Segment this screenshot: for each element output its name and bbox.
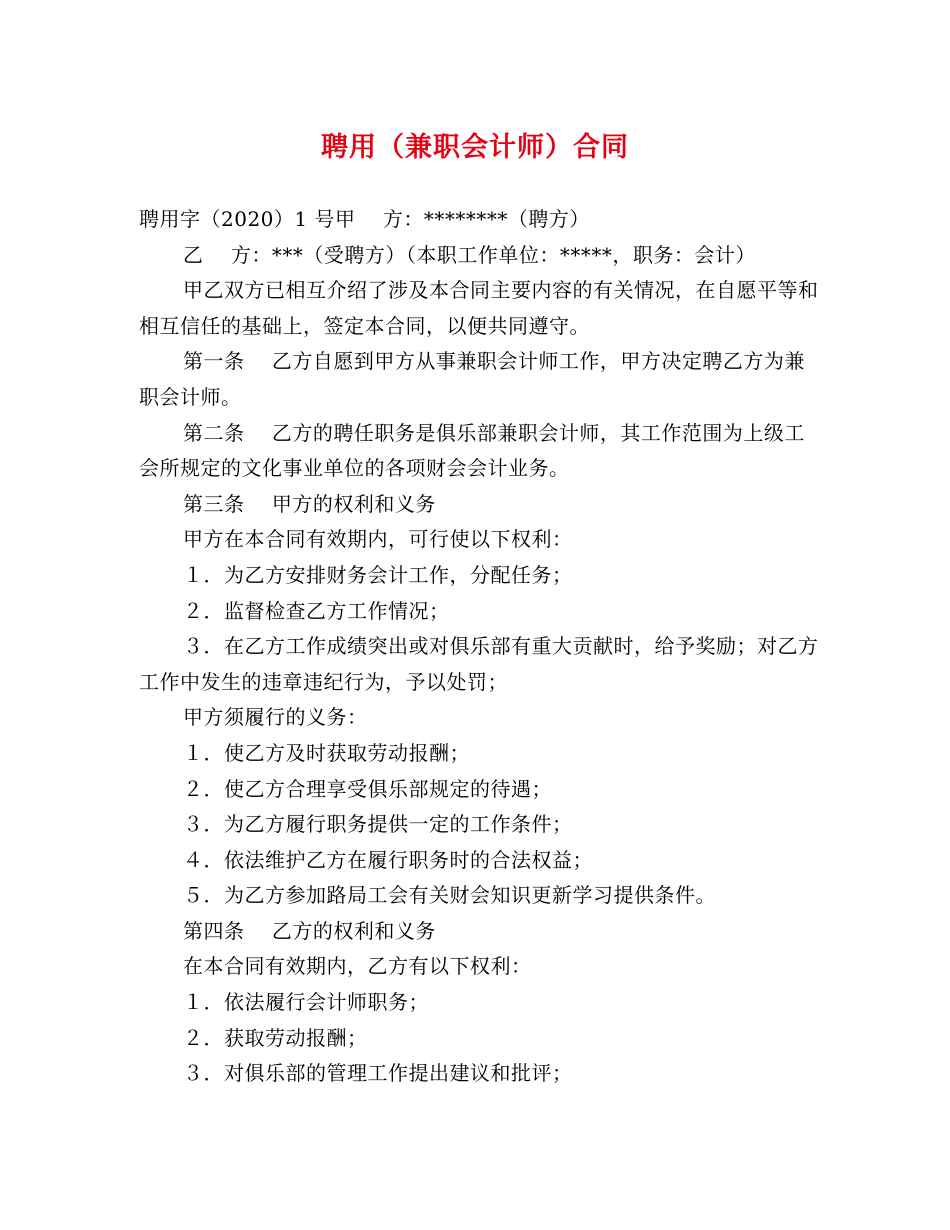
- party-a-right-1: １．为乙方安排财务会计工作，分配任务；: [183, 562, 573, 587]
- article-2: 第二条 乙方的聘任职务是俱乐部兼职会计师，其工作范围为上级工会所规定的文化事业单位的各项财会会计业务。: [139, 420, 805, 481]
- article-1: 第一条 乙方自愿到甲方从事兼职会计师工作，甲方决定聘乙方为兼职会计师。: [139, 349, 805, 409]
- party-a-duty-4: ４．依法维护乙方在履行职务时的合法权益；: [183, 847, 593, 872]
- document-body: [139, 202, 819, 1092]
- party-a-duty-2: ２．使乙方合理享受俱乐部规定的待遇；: [183, 776, 552, 801]
- party-b-line: 乙 方：***（受聘方）（本职工作单位：*****，职务：会计）: [183, 242, 756, 267]
- party-a-duties-intro: 甲方须履行的义务：: [183, 705, 368, 730]
- party-a-rights-intro: 甲方在本合同有效期内，可行使以下权利：: [183, 527, 573, 552]
- party-a-right-3: ３．在乙方工作成绩突出或对俱乐部有重大贡献时，给予奖励；对乙方工作中发生的违章违纪行为，予以处罚；: [139, 634, 819, 694]
- article-3-heading: 第三条 甲方的权利和义务: [183, 491, 436, 516]
- party-b-right-3: ３．对俱乐部的管理工作提出建议和批评；: [183, 1061, 573, 1086]
- party-b-right-1: １．依法履行会计师职务；: [183, 990, 429, 1015]
- party-b-rights-intro: 在本合同有效期内，乙方有以下权利：: [183, 954, 532, 979]
- party-b-right-2: ２．获取劳动报酬；: [183, 1025, 368, 1050]
- article-4-heading: 第四条 乙方的权利和义务: [183, 918, 436, 943]
- document-title: 聘用（兼职会计师）合同: [321, 132, 629, 163]
- party-a-duty-1: １．使乙方及时获取劳动报酬；: [183, 740, 470, 765]
- preamble-paragraph: 甲乙双方已相互介绍了涉及本合同主要内容的有关情况，在自愿平等和相互信任的基础上，签定本合同，以便共同遵守。: [139, 278, 819, 338]
- party-a-duty-5: ５．为乙方参加路局工会有关财会知识更新学习提供条件。: [183, 883, 716, 908]
- party-a-duty-3: ３．为乙方履行职务提供一定的工作条件；: [183, 812, 573, 837]
- party-a-right-2: ２．监督检查乙方工作情况；: [183, 598, 450, 623]
- contract-number-party-a: 聘用字（2020）1 号甲 方：********（聘方）: [139, 207, 590, 231]
